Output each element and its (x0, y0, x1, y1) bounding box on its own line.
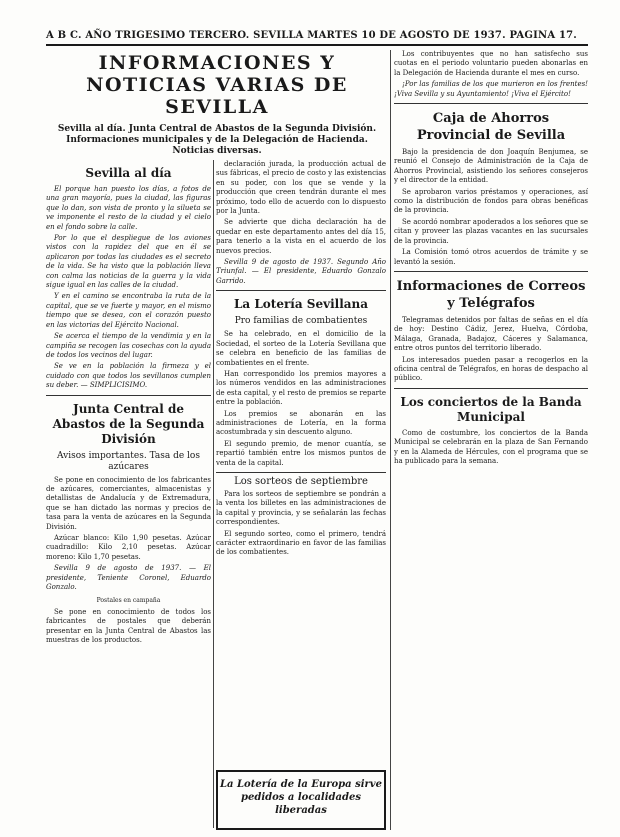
correos-paragraph: Telegramas detenidos por faltas de señas en el día de hoy: Destino Cádiz, Jerez, Huelva, Córdoba, Málaga, Granada, Badajoz, Cáceres y Salamanca, entre otros puntos del territorio liberado. (394, 315, 588, 353)
divider (394, 388, 588, 389)
caja-paragraph: La Comisión tomó otros acuerdos de trámite y se levantó la sesión. (394, 248, 588, 266)
declaration-paragraph: declaración jurada, la producción actual de sus fábricas, el precio de costo y las existencias en su poder, con los que se vende y la producción que creen tendrán durante el mes próximo, todo ello de acuerdo con lo dispuesto por la Junta. (216, 160, 386, 216)
top-paragraph: Los contribuyentes que no han satisfecho sus cuotas en el periodo voluntario pueden abonarlas en la Delegación de Hacienda durante el mes en curso. (394, 50, 588, 77)
note-paragraph: Se pone en conocimiento de todos los fabricantes de postales que deberán presentar en la Junta Central de Abastos las muestras de los productos. (46, 607, 211, 645)
loteria-subtitle: Pro familias de combatientes (234, 316, 368, 327)
junta-title: Junta Central de Abastos de la Segunda División (52, 401, 205, 446)
sorteos-title: Los sorteos de septiembre (234, 475, 368, 487)
note-heading: Postales en campaña (96, 597, 161, 605)
caja-paragraph: Bajo la presidencia de don Joaquín Benjumea, se reunió el Consejo de Administración de la Caja de Ahorros Provincial, asistiendo los señores consejeros y el director de la entidad. (394, 148, 588, 185)
page-header: A B C. AÑO TRIGESIMO TERCERO. SEVILLA MARTES 10 DE AGOSTO DE 1937. PAGINA 17. (46, 30, 577, 41)
divider (216, 472, 386, 473)
junta-paragraph: Se pone en conocimiento de los fabricantes de azúcares, comerciantes, almacenistas y detallistas de Andalucía y de Extremadura, que se han dictado las normas y precios de tasa para la venta de azúcares en la Segunda División. (46, 475, 211, 531)
sevilla-al-dia-title: Sevilla al día (85, 166, 172, 180)
divider (394, 103, 588, 104)
junta-paragraph: Azúcar blanco: Kilo 1,90 pesetas. Azúcar cuadradillo: Kilo 2,10 pesetas. Azúcar moreno: Kilo 1,70 pesetas. (46, 533, 211, 561)
banda-title: Los conciertos de la Banda Municipal (400, 394, 582, 424)
loteria-paragraph: Han correspondido los premios mayores a los números vendidos en las administraciones de esta capital, y el resto de premios se reparte entre la población. (216, 369, 386, 407)
loteria-europa-ad: La Lotería de la Europa sirve pedidos a localidades liberadas (216, 770, 386, 830)
declaration-paragraph: Se advierte que dicha declaración ha de quedar en este departamento antes del día 15, para tenerlo a la vista en el acuerdo de los nuevos precios. (216, 218, 386, 255)
loteria-title: La Lotería Sevillana (233, 297, 369, 312)
caja-title: Caja de Ahorros Provincial de Sevilla (416, 111, 566, 144)
divider (216, 290, 386, 291)
sevilla-paragraph: Por lo que el despliegue de los aviones vistos con la rapidez del que en él se aplicaron por todas las ciudades es el secreto de la vida. Se ha visto que la población lleva con calma las noticias de la guerra y la vida sigue igual en las calles de la ciudad. (46, 234, 211, 290)
caja-paragraph: Se acordó nombrar apoderados a los señores que se citan y proveer las plazas vacantes en las sucursales de la provincia. (394, 217, 588, 245)
banda-paragraph: Como de costumbre, los conciertos de la Banda Municipal se celebrarán en la plaza de San Fernando y en la Alameda de Hércules, con el programa que se ha publicado para la semana. (394, 428, 588, 465)
column-3 (394, 50, 588, 830)
loteria-paragraph: El segundo premio, de menor cuantía, se repartió también entre los mismos puntos de venta de la capital. (216, 439, 386, 467)
sorteos-paragraph: Para los sorteos de septiembre se pondrán a la venta los billetes en las administraciones de la capital y provincia, y se señalarán las fechas correspondientes. (216, 489, 386, 527)
loteria-paragraph: Los premios se abonarán en las administraciones de Lotería, en la forma acostumbrada y sin descuento alguno. (216, 409, 386, 437)
column-divider (390, 50, 391, 830)
declaration-signature: Sevilla 9 de agosto de 1937. Segundo Año Triunfal. — El presidente, Eduardo Gonzalo Garrido. (216, 258, 386, 285)
column-2 (216, 160, 386, 828)
divider (394, 271, 588, 272)
sevilla-paragraph: Y en el camino se encontraba la ruta de la capital, que se ve fuerte y mayor, en el mismo tiempo que se desea, con el corazón puesto en las victorias del Ejército Nacional. (46, 292, 211, 329)
top-paragraph: ¡Por las familias de los que murieron en los frentes! ¡Viva Sevilla y su Ayuntamiento! ¡Viva el Ejército! (394, 80, 588, 98)
sevilla-paragraph: Se acerca el tiempo de la vendimia y en la campiña se recogen las cosechas con la ayuda de todos los vecinos del lugar. (46, 332, 211, 359)
divider (46, 395, 211, 396)
junta-subtitle: Avisos importantes. Tasa de los azúcares (57, 450, 200, 472)
column-divider (213, 160, 214, 828)
sorteos-paragraph: El segundo sorteo, como el primero, tendrá carácter extraordinario en favor de las familias de los combatientes. (216, 529, 386, 557)
correos-title: Informaciones de Correos y Telégrafos (396, 278, 586, 311)
main-lead: Sevilla al día. Junta Central de Abastos de la Segunda División. Informaciones municipales y de la Delegación de Hacienda. Noticias diversas. (57, 124, 377, 156)
sevilla-paragraph: Se ve en la población la firmeza y el cuidado con que todos los sevillanos cumplen su deber. — SIMPLICISIMO. (46, 362, 211, 390)
sevilla-paragraph: El porque han puesto los días, a fotos de una gran mayoría, pues la ciudad, las figuras que lo dan, son vista de pronto y la silueta se ve imponente el resto de la ciudad y el cielo en el fondo sobre la calle. (46, 185, 211, 231)
header-rule (46, 44, 588, 46)
correos-paragraph: Los interesados pueden pasar a recogerlos en la oficina central de Telégrafos, en horas de despacho al público. (394, 355, 588, 383)
caja-paragraph: Se aprobaron varios préstamos y operaciones, así como la distribución de fondos para obras benéficas de la provincia. (394, 187, 588, 215)
main-title: INFORMACIONES Y NOTICIAS VARIAS DE SEVILLA (86, 52, 348, 118)
loteria-paragraph: Se ha celebrado, en el domicilio de la Sociedad, el sorteo de la Lotería Sevillana que se celebra en beneficio de las familias de combatientes en el frente. (216, 330, 386, 367)
junta-signature: Sevilla 9 de agosto de 1937. — El presidente, Teniente Coronel, Eduardo Gonzalo. (46, 564, 211, 591)
main-heading-block (46, 50, 388, 161)
column-1 (46, 160, 211, 828)
